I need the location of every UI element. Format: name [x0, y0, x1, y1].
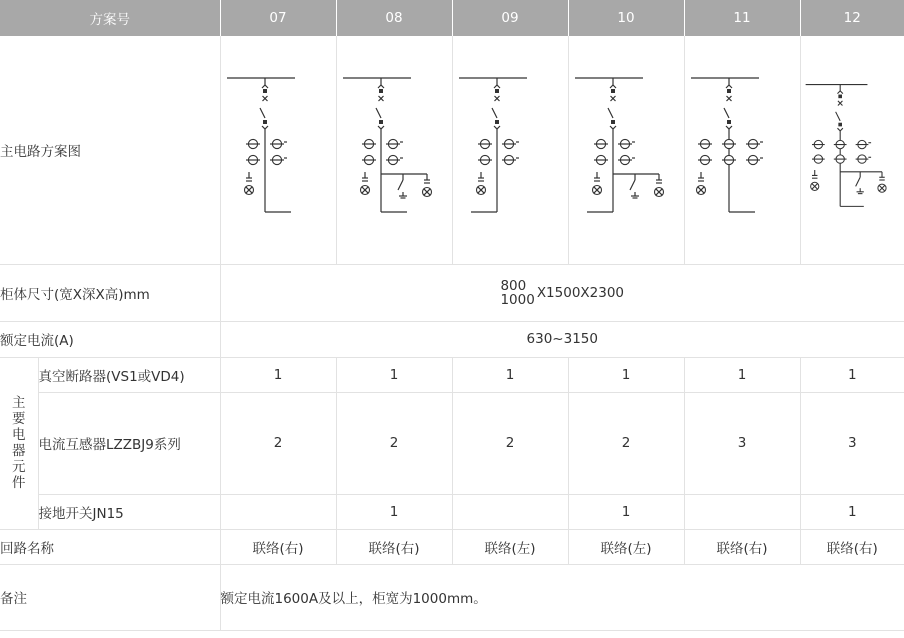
- circuit-diagram-10: [571, 70, 681, 230]
- earthing-switch-label: 接地开关JN15: [38, 494, 220, 529]
- breaker-12: 1: [800, 357, 904, 392]
- plug-contact-icon: [495, 89, 499, 93]
- plug-contact-icon: [727, 120, 731, 124]
- main-components-group-label: [0, 357, 38, 529]
- breaker-blade-icon: [492, 108, 497, 118]
- ct-07: 2: [220, 392, 336, 494]
- scheme-header-12: 12: [800, 0, 904, 36]
- earthing-switch-blade: [856, 177, 861, 186]
- group-char: 元: [12, 459, 26, 475]
- earthing-switch-blade: [398, 180, 403, 190]
- rated-current-row: [0, 321, 904, 357]
- circuit-diagram-12: [802, 70, 902, 230]
- circuit-name-11: 联络(右): [684, 529, 800, 564]
- current-transformer-label: 电流互感器LZZBJ9系列: [38, 392, 220, 494]
- diagram-cell-07: [220, 36, 336, 264]
- breaker-blade-icon: [376, 108, 381, 118]
- cabinet-width-800: 800: [500, 278, 527, 294]
- plug-contact-icon: [379, 89, 383, 93]
- plug-contact-icon: [494, 85, 500, 88]
- plug-contact-icon: [838, 128, 843, 131]
- breaker-09: 1: [452, 357, 568, 392]
- cabinet-depth-height: X1500X2300: [536, 285, 625, 301]
- group-char: 电: [12, 427, 26, 443]
- plug-contact-icon: [262, 126, 268, 129]
- ct-10: 2: [568, 392, 684, 494]
- diagram-row: [0, 36, 904, 264]
- plug-contact-icon: [838, 91, 843, 94]
- es-07: [220, 494, 336, 529]
- plug-contact-icon: [839, 94, 843, 98]
- circuit-diagram-07: [223, 70, 333, 230]
- plug-contact-icon: [262, 85, 268, 88]
- plug-contact-icon: [727, 89, 731, 93]
- group-char: 主: [12, 395, 26, 411]
- es-12: 1: [800, 494, 904, 529]
- plug-contact-icon: [263, 89, 267, 93]
- earthing-switch-blade: [630, 180, 635, 190]
- earthing-switch-row: [0, 494, 904, 529]
- breaker-blade-icon: [724, 108, 729, 118]
- diagram-cell-11: [684, 36, 800, 264]
- ct-08: 2: [336, 392, 452, 494]
- group-char: 器: [12, 443, 26, 459]
- es-11: [684, 494, 800, 529]
- es-08: 1: [336, 494, 452, 529]
- scheme-header-07: 07: [220, 0, 336, 36]
- breaker-08: 1: [336, 357, 452, 392]
- plug-contact-icon: [610, 85, 616, 88]
- circuit-name-row: [0, 529, 904, 564]
- rated-current-value: 630~3150: [220, 321, 904, 357]
- diagram-cell-09: [452, 36, 568, 264]
- circuit-name-label: 回路名称: [0, 529, 220, 564]
- breaker-07: 1: [220, 357, 336, 392]
- es-09: [452, 494, 568, 529]
- cabinet-size-row: [0, 264, 904, 321]
- circuit-name-09: 联络(左): [452, 529, 568, 564]
- breaker-blade-icon: [836, 112, 841, 121]
- circuit-diagram-11: [687, 70, 797, 230]
- plug-contact-icon: [379, 120, 383, 124]
- diagram-row-label: 主电路方案图: [0, 36, 220, 264]
- diagram-cell-12: [800, 36, 904, 264]
- cabinet-width-1000: 1000: [500, 292, 535, 308]
- header-row: [0, 0, 904, 36]
- es-10: 1: [568, 494, 684, 529]
- diagram-cell-10: [568, 36, 684, 264]
- scheme-header-10: 10: [568, 0, 684, 36]
- breaker-label: 真空断路器(VS1或VD4): [38, 357, 220, 392]
- plug-contact-icon: [611, 89, 615, 93]
- current-transformer-row: [0, 392, 904, 494]
- plug-contact-icon: [494, 126, 500, 129]
- breaker-10: 1: [568, 357, 684, 392]
- circuit-name-08: 联络(右): [336, 529, 452, 564]
- breaker-blade-icon: [260, 108, 265, 118]
- diagram-cell-08: [336, 36, 452, 264]
- circuit-diagram-09: [455, 70, 565, 230]
- cabinet-size-value: [220, 264, 904, 321]
- scheme-number-header: 方案号: [0, 0, 220, 36]
- breaker-11: 1: [684, 357, 800, 392]
- scheme-header-11: 11: [684, 0, 800, 36]
- group-char: 要: [12, 411, 26, 427]
- plug-contact-icon: [378, 126, 384, 129]
- remarks-value: 额定电流1600A及以上，柜宽为1000mm。: [220, 564, 904, 630]
- scheme-header-09: 09: [452, 0, 568, 36]
- ct-09: 2: [452, 392, 568, 494]
- breaker-blade-icon: [608, 108, 613, 118]
- plug-contact-icon: [839, 122, 843, 126]
- plug-contact-icon: [495, 120, 499, 124]
- ct-12: 3: [800, 392, 904, 494]
- plug-contact-icon: [611, 120, 615, 124]
- rated-current-label: 额定电流(A): [0, 321, 220, 357]
- scheme-header-08: 08: [336, 0, 452, 36]
- remarks-label: 备注: [0, 564, 220, 630]
- cabinet-size-label: 柜体尺寸(宽X深X高)mm: [0, 264, 220, 321]
- ct-11: 3: [684, 392, 800, 494]
- circuit-name-07: 联络(右): [220, 529, 336, 564]
- plug-contact-icon: [726, 126, 732, 129]
- breaker-row: [0, 357, 904, 392]
- circuit-diagram-08: [339, 70, 449, 230]
- plug-contact-icon: [726, 85, 732, 88]
- plug-contact-icon: [378, 85, 384, 88]
- group-char: 件: [12, 475, 26, 491]
- circuit-name-10: 联络(左): [568, 529, 684, 564]
- plug-contact-icon: [610, 126, 616, 129]
- remarks-row: [0, 564, 904, 630]
- circuit-name-12: 联络(右): [800, 529, 904, 564]
- plug-contact-icon: [263, 120, 267, 124]
